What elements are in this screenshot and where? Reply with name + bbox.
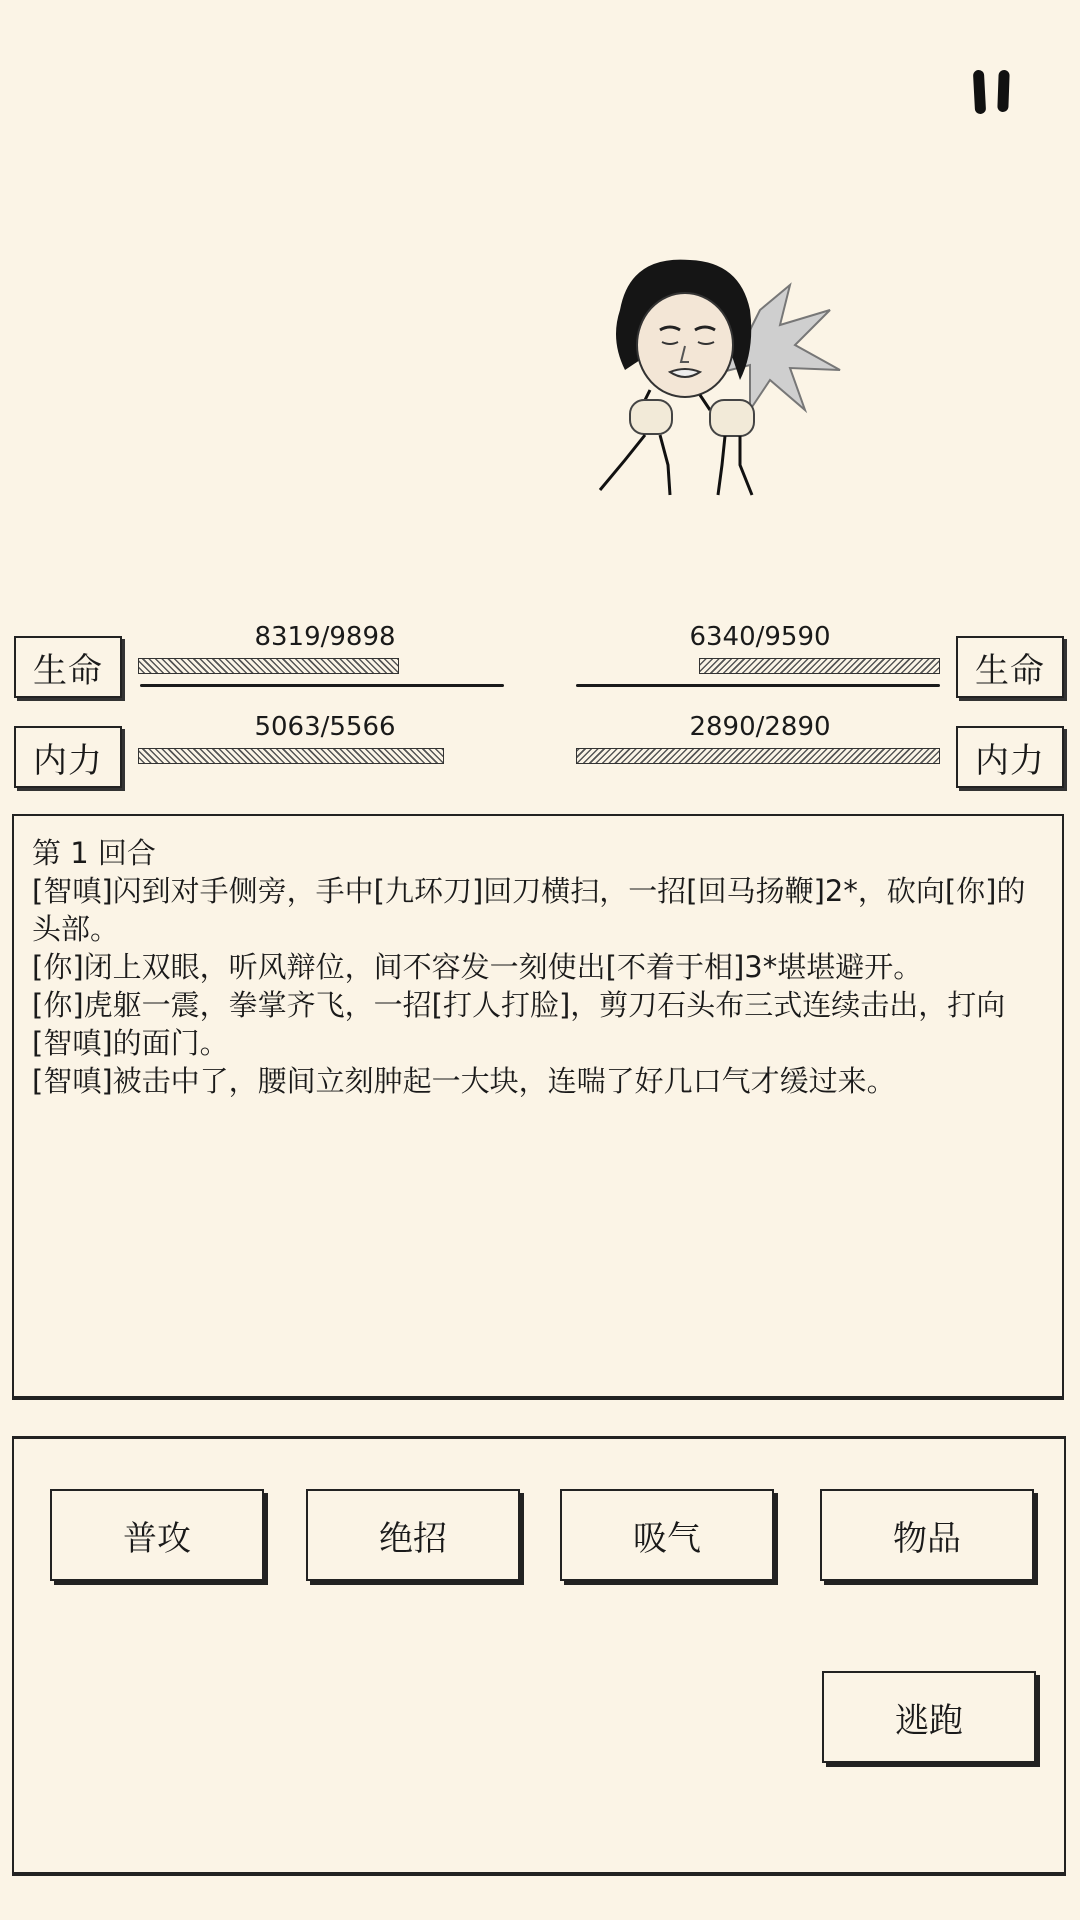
pause-icon — [973, 70, 986, 115]
log-line: [智嗔]闪到对手侧旁，手中[九环刀]回刀横扫，一招[回马扬鞭]2*，砍向[你]的头部。 — [32, 874, 1026, 946]
enemy-hp-bar — [576, 658, 940, 674]
player-hp-bar-fill — [138, 658, 399, 674]
items-button[interactable]: 物品 — [820, 1489, 1034, 1581]
pause-button[interactable] — [960, 64, 1020, 124]
log-line: [你]闭上双眼，听风辩位，间不容发一刻使出[不着于相]3*堪堪避开。 — [32, 950, 923, 984]
battle-log[interactable] — [12, 814, 1064, 1400]
enemy-hp-value: 6340/9590 — [689, 622, 831, 652]
player-mp-value: 5063/5566 — [254, 712, 396, 742]
enemy-hp-label: 生命 — [956, 636, 1064, 698]
ultimate-button[interactable]: 绝招 — [306, 1489, 520, 1581]
enemy-mp-label: 内力 — [956, 726, 1064, 788]
log-line: [智嗔]被击中了，腰间立刻肿起一大块，连喘了好几口气才缓过来。 — [32, 1064, 896, 1098]
log-line: [你]虎躯一震，拳掌齐飞，一招[打人打脸]，剪刀石头布三式连续击出，打向[智嗔]的面门。 — [32, 988, 1006, 1060]
player-mp-label: 内力 — [14, 726, 122, 788]
player-mp-bar — [138, 748, 474, 764]
attack-button[interactable]: 普攻 — [50, 1489, 264, 1581]
action-panel — [12, 1436, 1066, 1876]
enemy-hp-bar-fill — [699, 658, 940, 674]
enemy-mp-bar-fill — [576, 748, 940, 764]
fighter-sprite — [590, 250, 890, 510]
round-header: 第 1 回合 — [32, 836, 156, 870]
player-hp-bar — [138, 658, 448, 674]
player-hp-value: 8319/9898 — [254, 622, 396, 652]
flee-button[interactable]: 逃跑 — [822, 1671, 1036, 1763]
player-hp-label: 生命 — [14, 636, 122, 698]
breathe-button[interactable]: 吸气 — [560, 1489, 774, 1581]
player-mp-bar-fill — [138, 748, 444, 764]
enemy-mp-bar — [576, 748, 940, 764]
enemy-mp-value: 2890/2890 — [689, 712, 831, 742]
